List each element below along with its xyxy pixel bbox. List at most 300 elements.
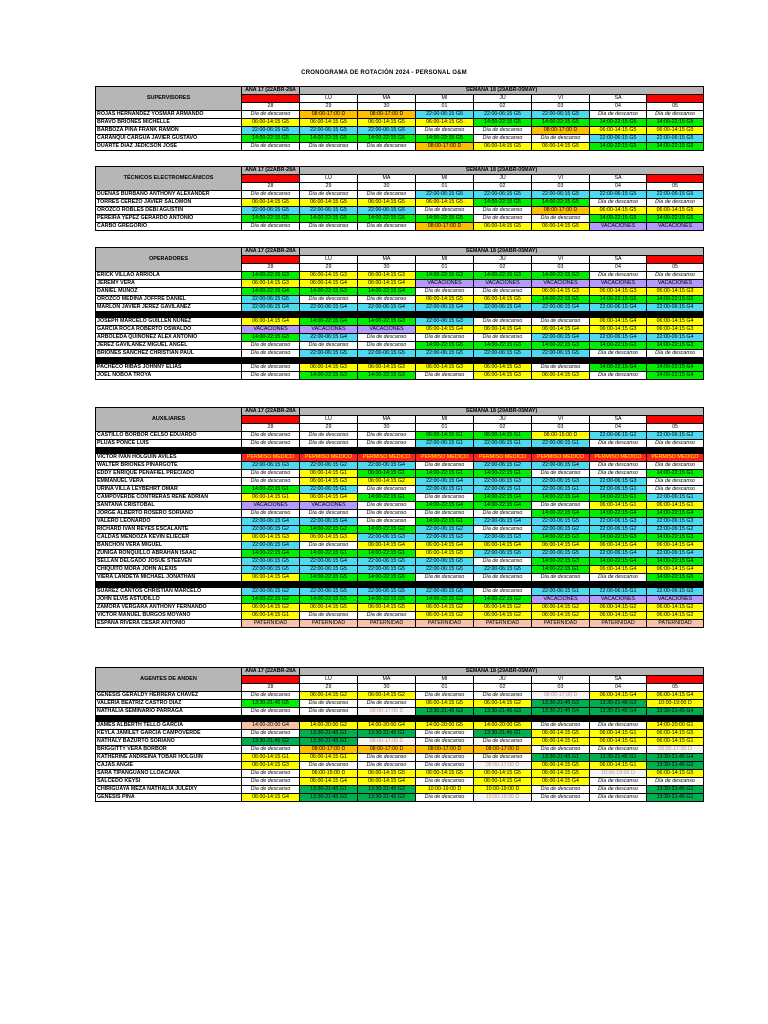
day-label: LU — [300, 416, 358, 424]
shift-cell: Día de descanso — [590, 272, 647, 280]
section-title: AGENTES DE ANDEN — [96, 668, 242, 692]
table-row — [96, 127, 704, 135]
shift-cell: Día de descanso — [647, 778, 704, 786]
employee-name: CARANQUI CARGUA JAVIER GUSTAVO — [96, 135, 242, 143]
shift-cell: 10:00-19:00 D — [416, 786, 474, 794]
shift-cell: 06:00-14:15 G5 — [532, 223, 590, 231]
shift-cell: Día de descanso — [358, 754, 416, 762]
shift-cell: 22:00-06:15 G5 — [474, 350, 532, 358]
shift-cell: Día de descanso — [532, 318, 590, 326]
shift-cell: 22:00-06:15 G4 — [242, 542, 300, 550]
shift-cell: 22:00-06:15 G5 — [242, 127, 300, 135]
day-label: DO — [242, 676, 300, 684]
shift-cell: Día de descanso — [647, 111, 704, 119]
day-label: MA — [358, 676, 416, 684]
day-label: DO — [647, 95, 704, 103]
shift-cell: 14:00-22:15 G3 — [242, 272, 300, 280]
shift-cell: 14:00-22:15 G1 — [416, 518, 474, 526]
shift-cell: Día de descanso — [532, 574, 590, 582]
shift-cell: 22:00-06:15 G1 — [647, 494, 704, 502]
day-label: DO — [647, 416, 704, 424]
shift-cell: Día de descanso — [242, 478, 300, 486]
shift-cell: 14:00-22:15 G4 — [358, 288, 416, 296]
day-label: DO — [242, 95, 300, 103]
shift-cell: 14:00-22:15 G4 — [590, 510, 647, 518]
day-number: 03 — [532, 264, 590, 272]
table-row — [96, 770, 704, 778]
shift-cell: Día de descanso — [242, 191, 300, 199]
shift-cell: Día de descanso — [300, 143, 358, 151]
shift-cell: Día de descanso — [242, 778, 300, 786]
shift-cell: Día de descanso — [358, 518, 416, 526]
shift-cell: 06:00-14:15 G3 — [300, 272, 358, 280]
week-17-label: ANA 17 (22ABR-28A — [242, 167, 300, 175]
shift-cell: Día de descanso — [647, 199, 704, 207]
table-row — [96, 794, 704, 802]
shift-cell: 22:00-06:15 G2 — [416, 526, 474, 534]
employee-name: JOEL NOBOA TROYA — [96, 372, 242, 380]
shift-cell: 22:00-06:15 G3 — [647, 518, 704, 526]
shift-cell: Día de descanso — [300, 191, 358, 199]
week-18-label: SEMANA 18 (29ABR-05MAY) — [300, 87, 704, 95]
shift-cell: VACACIONES — [300, 502, 358, 510]
table-row — [96, 199, 704, 207]
shift-cell: 06:00-14:15 G4 — [532, 326, 590, 334]
table-row — [96, 502, 704, 510]
shift-cell: 13:30-21:45 G3 — [416, 708, 474, 716]
shift-cell: 06:00-14:15 G5 — [416, 296, 474, 304]
employee-name: NATHALY BAZURTO SORIANO — [96, 738, 242, 746]
employee-name: ZAMORA VERGARA ANTHONY FERNANDO — [96, 604, 242, 612]
shift-cell: Día de descanso — [300, 708, 358, 716]
shift-cell: Día de descanso — [416, 754, 474, 762]
shift-cell: 06:00-14:15 G4 — [647, 542, 704, 550]
table-row — [96, 296, 704, 304]
day-label: JU — [474, 256, 532, 264]
shift-cell: 22:00-06:15 G5 — [416, 588, 474, 596]
shift-cell: 14:00-22:15 G4 — [242, 288, 300, 296]
shift-cell: 10:00-19:00 D — [647, 700, 704, 708]
shift-cell: PERMISO MEDICO — [474, 454, 532, 462]
shift-cell: Día de descanso — [474, 215, 532, 223]
table-row — [96, 510, 704, 518]
shift-cell: VACACIONES — [532, 280, 590, 288]
shift-cell: Día de descanso — [242, 364, 300, 372]
day-number: 01 — [416, 684, 474, 692]
day-label: VI — [532, 95, 590, 103]
shift-cell: 06:00-14:15 G4 — [474, 326, 532, 334]
shift-cell: 22:00-06:15 G5 — [474, 191, 532, 199]
shift-cell: 06:00-14:15 G4 — [242, 794, 300, 802]
shift-cell: Día de descanso — [474, 135, 532, 143]
day-number: 29 — [300, 183, 358, 191]
shift-cell: 06:00-14:15 G5 — [358, 770, 416, 778]
day-number: 28 — [242, 183, 300, 191]
shift-cell: 14:00-22:15 G5 — [532, 119, 590, 127]
shift-cell: 06:00-14:15 G1 — [300, 754, 358, 762]
section-4 — [95, 667, 703, 802]
section-0 — [95, 86, 703, 151]
shift-cell: 14:00-22:15 G5 — [358, 215, 416, 223]
shift-cell: 06:00-14:15 G5 — [647, 127, 704, 135]
shift-cell: 06:00-14:15 G2 — [590, 612, 647, 620]
shift-cell: 06:00-14:15 G5 — [532, 762, 590, 770]
shift-cell: 14:00-22:15 G3 — [647, 534, 704, 542]
employee-name: ARBOLEDA QUIÑONEZ ALEX ANTONIO — [96, 334, 242, 342]
shift-cell: PATERNIDAD — [358, 620, 416, 628]
shift-cell: 13:30-21:45 G4 — [532, 708, 590, 716]
employee-name: ERICK VILLAO ARRIOLA — [96, 272, 242, 280]
shift-cell: 14:00-22:15 G4 — [590, 558, 647, 566]
shift-cell: 14:00-22:15 G3 — [532, 534, 590, 542]
employee-name: JEREMY VERA — [96, 280, 242, 288]
shift-cell: Día de descanso — [242, 510, 300, 518]
table-row — [96, 708, 704, 716]
day-label: JU — [474, 175, 532, 183]
section-title: TÉCNICOS ELECTROMECÁNICOS — [96, 167, 242, 191]
shift-cell: 06:00-14:15 G3 — [416, 364, 474, 372]
shift-cell: 14:00-22:15 G1 — [590, 494, 647, 502]
day-number: 01 — [416, 424, 474, 432]
shift-cell: Día de descanso — [242, 692, 300, 700]
shift-cell: 13:30-21:45 G2 — [358, 786, 416, 794]
shift-cell: Día de descanso — [590, 440, 647, 448]
shift-cell: 13:30-21:45 G1 — [590, 754, 647, 762]
shift-cell: 06:00-14:15 G2 — [416, 612, 474, 620]
shift-cell: Día de descanso — [242, 746, 300, 754]
table-row — [96, 518, 704, 526]
schedule-table — [95, 667, 704, 802]
day-number: 04 — [590, 684, 647, 692]
shift-cell: 22:00-06:15 G5 — [358, 207, 416, 215]
shift-cell: 22:00-06:15 G4 — [474, 518, 532, 526]
shift-cell: 08:00-17:00 D — [416, 143, 474, 151]
table-row — [96, 738, 704, 746]
shift-cell: 14:00-22:15 G4 — [647, 558, 704, 566]
shift-cell: 14:00-22:15 G5 — [647, 143, 704, 151]
shift-cell: PATERNIDAD — [242, 620, 300, 628]
shift-cell: 08:00-17:00 D — [300, 111, 358, 119]
shift-cell: Día de descanso — [242, 350, 300, 358]
shift-cell: 22:00-06:15 G5 — [416, 111, 474, 119]
shift-cell: 06:00-14:15 G2 — [647, 604, 704, 612]
shift-cell: 14:00-22:15 G3 — [474, 272, 532, 280]
shift-cell: Día de descanso — [300, 510, 358, 518]
shift-cell: 06:00-14:15 G5 — [358, 119, 416, 127]
table-row — [96, 730, 704, 738]
shift-cell: Día de descanso — [474, 738, 532, 746]
shift-cell: 06:00-14:15 G2 — [358, 478, 416, 486]
shift-cell: 22:00-06:15 G5 — [416, 558, 474, 566]
shift-cell: 22:00-06:15 G1 — [416, 440, 474, 448]
shift-cell: 22:00-06:15 G5 — [590, 191, 647, 199]
shift-cell: 08:00-17:00 D — [358, 708, 416, 716]
page-title: CRONOGRAMA DE ROTACIÓN 2024 - PERSONAL O&M — [301, 70, 467, 76]
shift-cell: Día de descanso — [416, 730, 474, 738]
table-row — [96, 700, 704, 708]
shift-cell: 06:00-14:15 G2 — [474, 612, 532, 620]
shift-cell: 14:00-22:15 G5 — [358, 135, 416, 143]
employee-name: DUARTE DIAZ JEDICSON JOSE — [96, 143, 242, 151]
shift-cell: 13:30-21:45 G2 — [242, 738, 300, 746]
shift-cell: Día de descanso — [590, 470, 647, 478]
table-row — [96, 566, 704, 574]
shift-cell: 22:00-06:15 G5 — [242, 207, 300, 215]
day-number: 30 — [358, 183, 416, 191]
shift-cell: 22:00-06:15 G3 — [474, 534, 532, 542]
table-row — [96, 364, 704, 372]
employee-name: URIÑA VILLA LEYBEHRT OMAR — [96, 486, 242, 494]
day-label: VI — [532, 676, 590, 684]
shift-cell: VACACIONES — [647, 280, 704, 288]
table-row — [96, 440, 704, 448]
shift-cell: Día de descanso — [647, 462, 704, 470]
shift-cell: 08:00-17:00 D — [416, 746, 474, 754]
shift-cell: 06:00-14:15 G5 — [358, 199, 416, 207]
shift-cell: 06:00-14:15 G1 — [474, 432, 532, 440]
shift-cell: PATERNIDAD — [647, 620, 704, 628]
shift-cell: VACACIONES — [358, 326, 416, 334]
shift-cell: 22:00-06:15 G5 — [358, 566, 416, 574]
shift-cell: 06:00-14:15 G5 — [474, 770, 532, 778]
shift-cell: 06:00-14:15 G3 — [590, 326, 647, 334]
shift-cell: Día de descanso — [474, 207, 532, 215]
shift-cell: 22:00-06:15 G3 — [590, 518, 647, 526]
shift-cell: 22:00-06:15 G1 — [532, 440, 590, 448]
shift-cell: Día de descanso — [416, 762, 474, 770]
shift-cell: 22:00-06:15 G5 — [242, 558, 300, 566]
shift-cell: 06:00-14:15 G1 — [242, 754, 300, 762]
day-number: 29 — [300, 103, 358, 111]
shift-cell: 13:30-21:45 G1 — [300, 738, 358, 746]
shift-cell: 06:00-14:15 G2 — [358, 692, 416, 700]
shift-cell: 13:30-21:45 G1 — [532, 754, 590, 762]
shift-cell: 06:00-14:15 G1 — [590, 738, 647, 746]
shift-cell: 14:00-22:15 G2 — [358, 526, 416, 534]
section-1 — [95, 166, 703, 231]
shift-cell: Día de descanso — [358, 432, 416, 440]
shift-cell: 06:00-14:15 G4 — [590, 542, 647, 550]
table-row — [96, 620, 704, 628]
shift-cell: 22:00-06:15 G5 — [647, 191, 704, 199]
shift-cell: 06:00-14:15 G5 — [532, 730, 590, 738]
day-label: MI — [416, 676, 474, 684]
shift-cell: VACACIONES — [590, 280, 647, 288]
table-row — [96, 462, 704, 470]
shift-cell: 22:00-06:15 G4 — [590, 550, 647, 558]
table-row — [96, 191, 704, 199]
shift-cell: Día de descanso — [416, 692, 474, 700]
shift-cell: PERMISO MEDICO — [647, 454, 704, 462]
table-row — [96, 119, 704, 127]
shift-cell: 14:00-22:15 G4 — [647, 510, 704, 518]
shift-cell: 22:00-06:15 G3 — [590, 478, 647, 486]
section-3 — [95, 407, 703, 628]
shift-cell: PATERNIDAD — [532, 620, 590, 628]
shift-cell: 06:00-14:15 G5 — [300, 119, 358, 127]
day-label: JU — [474, 416, 532, 424]
shift-cell: 06:00-14:15 G1 — [532, 738, 590, 746]
day-label: SA — [590, 256, 647, 264]
shift-cell: Día de descanso — [590, 372, 647, 380]
shift-cell: 22:00-06:15 G5 — [300, 566, 358, 574]
shift-cell: Día de descanso — [358, 223, 416, 231]
day-number: 04 — [590, 183, 647, 191]
employee-name: VALERIA BEATRIZ CASTRO DIAZ — [96, 700, 242, 708]
table-row — [96, 432, 704, 440]
shift-cell: 22:00-06:15 G2 — [647, 526, 704, 534]
shift-cell: 14:00-22:15 G4 — [590, 364, 647, 372]
shift-cell: Día de descanso — [474, 558, 532, 566]
day-label: JU — [474, 95, 532, 103]
shift-cell: 14:00-22:15 G3 — [590, 534, 647, 542]
shift-cell: 06:00-14:15 G5 — [532, 143, 590, 151]
shift-cell: 06:00-14:15 G4 — [474, 542, 532, 550]
shift-cell: PATERNIDAD — [474, 620, 532, 628]
shift-cell: 06:00-14:15 G5 — [300, 199, 358, 207]
shift-cell: 14:00-22:15 G5 — [300, 215, 358, 223]
shift-cell: Día de descanso — [647, 440, 704, 448]
employee-name: JORGE ALBERTO ROSERO SORIANO — [96, 510, 242, 518]
shift-cell: Día de descanso — [358, 334, 416, 342]
shift-cell: 13:30-21:45 G4 — [647, 754, 704, 762]
shift-cell: 06:00-14:15 G3 — [300, 364, 358, 372]
table-row — [96, 786, 704, 794]
day-number: 30 — [358, 103, 416, 111]
employee-name: WALTER BRIONES PINARGOTE — [96, 462, 242, 470]
day-label: LU — [300, 95, 358, 103]
shift-cell: 14:00-22:15 G5 — [647, 215, 704, 223]
shift-cell: 14:00-20:00 G4 — [242, 722, 300, 730]
shift-cell: 22:00-06:15 G5 — [416, 191, 474, 199]
shift-cell: Día de descanso — [532, 364, 590, 372]
day-number: 04 — [590, 103, 647, 111]
shift-cell: 22:00-06:15 G4 — [647, 550, 704, 558]
day-number: 02 — [474, 264, 532, 272]
shift-cell: 22:00-06:15 G1 — [474, 440, 532, 448]
shift-cell: 06:00-14:15 G2 — [300, 692, 358, 700]
employee-name: JEREZ GAVILANEZ MIGUEL ANGEL — [96, 342, 242, 350]
shift-cell: 13:30-21:45 G3 — [532, 700, 590, 708]
section-title: AUXILIARES — [96, 408, 242, 432]
shift-cell: 22:00-06:15 G1 — [474, 486, 532, 494]
shift-cell: 14:00-22:15 G5 — [590, 296, 647, 304]
schedule-table — [95, 247, 704, 380]
shift-cell: 14:00-22:15 G1 — [300, 550, 358, 558]
day-number: 02 — [474, 183, 532, 191]
shift-cell: 06:00-14:15 G3 — [532, 288, 590, 296]
shift-cell: 22:00-06:15 G5 — [532, 350, 590, 358]
day-number: 02 — [474, 424, 532, 432]
table-row — [96, 588, 704, 596]
shift-cell: 22:00-06:15 G5 — [242, 296, 300, 304]
day-number: 03 — [532, 183, 590, 191]
day-number: 28 — [242, 424, 300, 432]
shift-cell: 06:00-14:15 G2 — [590, 604, 647, 612]
shift-cell: 06:00-15:00 D — [300, 770, 358, 778]
day-number: 05 — [647, 183, 704, 191]
shift-cell: 06:00-14:15 G3 — [474, 364, 532, 372]
shift-cell: 06:00-14:15 G5 — [474, 143, 532, 151]
shift-cell: 14:00-22:15 G3 — [647, 342, 704, 350]
employee-name: BRIONES SANCHEZ CHRISTIAN PAUL — [96, 350, 242, 358]
shift-cell: 22:00-06:15 G4 — [358, 304, 416, 312]
shift-cell: 06:00-14:15 G5 — [416, 550, 474, 558]
shift-cell: 13:30-21:45 G3 — [300, 794, 358, 802]
shift-cell: 22:00-06:15 G2 — [242, 526, 300, 534]
shift-cell: Día de descanso — [590, 574, 647, 582]
shift-cell: 06:00-14:15 G1 — [590, 762, 647, 770]
employee-name: JOSEPH MARCELO GUILLEN NUÑEZ — [96, 318, 242, 326]
shift-cell: Día de descanso — [416, 778, 474, 786]
shift-cell: 13:30-21:45 G3 — [590, 700, 647, 708]
day-label: SA — [590, 676, 647, 684]
employee-name: CHIRIGUAYA MEZA NATHALIA JULEIXY — [96, 786, 242, 794]
shift-cell: 06:00-14:15 G3 — [647, 326, 704, 334]
shift-cell: Día de descanso — [300, 700, 358, 708]
shift-cell: 14:00-22:15 G4 — [647, 372, 704, 380]
shift-cell: Día de descanso — [242, 372, 300, 380]
shift-cell: 14:00-22:15 G2 — [416, 596, 474, 604]
shift-cell: VACACIONES — [590, 596, 647, 604]
employee-name: RICHARD IVAN REYES ESCALANTE — [96, 526, 242, 534]
day-number: 28 — [242, 684, 300, 692]
day-number: 05 — [647, 264, 704, 272]
week-17-label: ANA 17 (22ABR-28A — [242, 87, 300, 95]
table-row — [96, 574, 704, 582]
table-row — [96, 334, 704, 342]
shift-cell: 14:00-22:15 G4 — [416, 502, 474, 510]
shift-cell: Día de descanso — [474, 510, 532, 518]
employee-name: SALCEDO KEYSI — [96, 778, 242, 786]
shift-cell: 13:30-21:45 G5 — [242, 700, 300, 708]
table-row — [96, 526, 704, 534]
day-number: 01 — [416, 103, 474, 111]
employee-name: PACHECO RIBAS JOHNNY ELIAS — [96, 364, 242, 372]
shift-cell: 06:00-14:15 G3 — [242, 280, 300, 288]
shift-cell: PERMISO MEDICO — [590, 454, 647, 462]
day-number: 29 — [300, 264, 358, 272]
shift-cell: 14:00-22:15 G5 — [358, 596, 416, 604]
shift-cell: Día de descanso — [358, 143, 416, 151]
shift-cell: 10:00-19:00 D — [474, 786, 532, 794]
shift-cell: 14:00-22:15 G5 — [590, 215, 647, 223]
employee-name: PLUAS PONCE LUIS — [96, 440, 242, 448]
shift-cell: 06:00-14:15 G5 — [590, 127, 647, 135]
shift-cell: Día de descanso — [416, 462, 474, 470]
employee-name: BRAVO BRIONES MICHELLE — [96, 119, 242, 127]
shift-cell: Día de descanso — [532, 786, 590, 794]
shift-cell: 06:00-14:15 G4 — [474, 778, 532, 786]
shift-cell: Día de descanso — [474, 526, 532, 534]
shift-cell: 06:00-14:15 G3 — [647, 288, 704, 296]
table-row — [96, 280, 704, 288]
shift-cell: 14:00-20:00 G1 — [647, 722, 704, 730]
employee-name: EDDY ENRIQUE PEÑAFIEL PRECIADO — [96, 470, 242, 478]
shift-cell: 22:00-06:15 G5 — [532, 550, 590, 558]
employee-name: CHIQUITO MORA JOHN ALEXIS — [96, 566, 242, 574]
table-row — [96, 604, 704, 612]
shift-cell: 14:00-22:15 G4 — [647, 364, 704, 372]
shift-cell: Día de descanso — [532, 502, 590, 510]
shift-cell: Día de descanso — [358, 700, 416, 708]
shift-cell: 08:00-17:00 D — [300, 746, 358, 754]
shift-cell: Día de descanso — [242, 730, 300, 738]
shift-cell: Día de descanso — [416, 127, 474, 135]
schedule-table — [95, 407, 704, 628]
shift-cell: VACACIONES — [416, 280, 474, 288]
shift-cell: 22:00-06:15 G1 — [532, 588, 590, 596]
